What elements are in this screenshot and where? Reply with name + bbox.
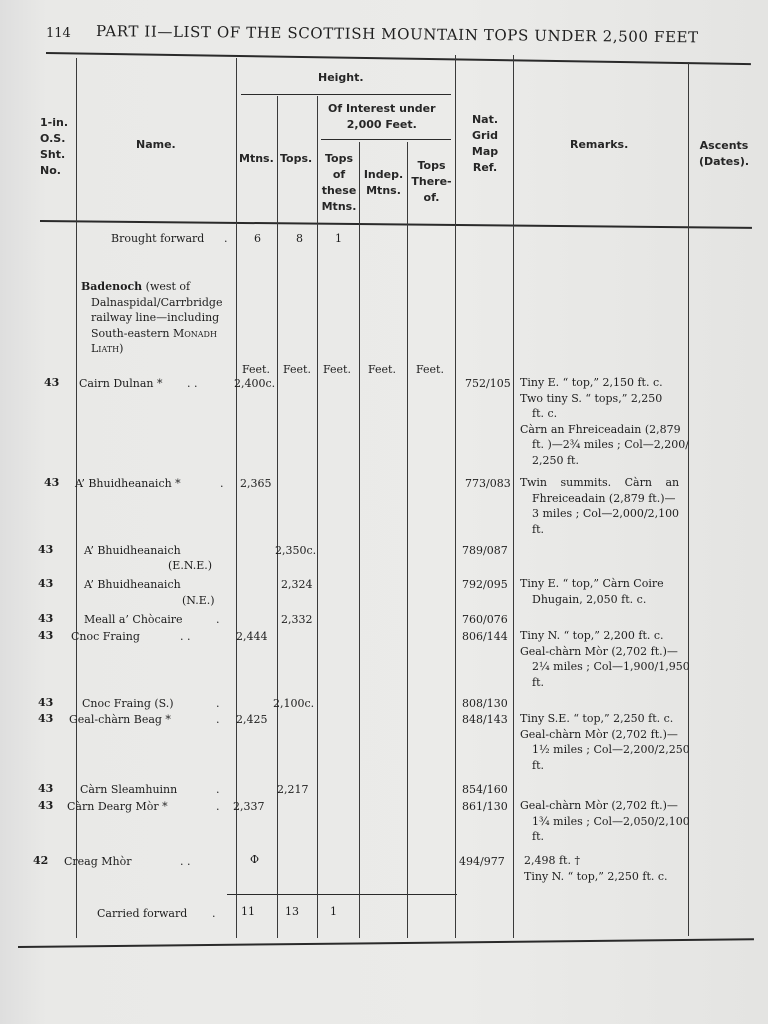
height-mtns: 2,337 — [233, 800, 265, 813]
remark-line: 2,250 ft. — [532, 453, 579, 467]
totals-rule — [227, 894, 457, 895]
col-divider — [359, 142, 360, 938]
remark-line: Dhugain, 2,050 ft. c. — [532, 592, 647, 606]
carried-forward-tops: 13 — [285, 905, 299, 918]
header-tops: Tops. — [280, 152, 313, 165]
grid-ref: 773/083 — [465, 477, 511, 490]
header-of-interest — [328, 101, 436, 133]
header-line: Map — [471, 145, 499, 158]
height-mtns: 2,444 — [236, 630, 268, 643]
mountain-name: A’ Bhuidheanaich — [84, 578, 181, 591]
header-line: O.S. — [40, 132, 66, 145]
col-divider — [317, 96, 318, 938]
header-line: Of Interest under — [328, 102, 436, 115]
grid-ref: 792/095 — [462, 578, 508, 591]
header-line: Tops — [324, 152, 354, 165]
header-line: Mtns. — [366, 184, 401, 197]
remark-line: ft. — [532, 758, 544, 772]
header-line: 2,000 Feet. — [346, 118, 417, 131]
brought-forward-mtns: 6 — [254, 232, 261, 245]
unit-feet: Feet. — [283, 363, 311, 376]
unit-feet: Feet. — [368, 363, 396, 376]
header-line: of — [332, 168, 346, 181]
grid-ref: 752/105 — [465, 377, 511, 390]
height-mtns: 2,365 — [240, 477, 272, 490]
remarks — [520, 798, 696, 845]
header-line: Mtns. — [321, 200, 357, 213]
sheet-no: 43 — [38, 782, 54, 795]
header-line: Sht. — [40, 148, 66, 161]
mountain-name: Meall a’ Chòcaire — [84, 613, 183, 626]
header-line: Indep. — [363, 168, 404, 181]
height-tops: 2,100c. — [273, 697, 315, 710]
grid-ref: 789/087 — [462, 544, 508, 557]
remark-line: Two tiny S. “ tops,” 2,250 — [520, 391, 663, 405]
carried-forward-tops-of-these: 1 — [330, 905, 337, 918]
sheet-no: 43 — [38, 543, 54, 556]
mountain-name: Cairn Dulnan * — [79, 377, 163, 390]
header-line: (Dates). — [698, 155, 750, 168]
sheet-no: 43 — [38, 712, 54, 725]
brought-forward-dot: . — [224, 232, 228, 245]
section-title: Badenoch — [81, 280, 143, 293]
grid-ref: 854/160 — [462, 783, 508, 796]
sheet-no: 43 — [38, 577, 54, 590]
header-mtns: Mtns. — [239, 152, 274, 165]
leader-dots: . . — [180, 855, 191, 868]
remark-line: Tiny E. “ top,” 2,150 ft. c. — [520, 376, 663, 389]
remarks — [520, 375, 696, 468]
height-mtns: 2,400c. — [234, 377, 276, 390]
remark-line: Fhreiceadain (2,879 ft.)— — [532, 491, 676, 505]
header-line: Ascents — [699, 139, 749, 152]
header-ascents — [694, 138, 754, 170]
grid-ref: 808/130 — [462, 697, 508, 710]
remark-line: Twin summits. Càrn an — [520, 476, 680, 489]
grid-ref: 760/076 — [462, 613, 508, 626]
unit-feet: Feet. — [242, 363, 270, 376]
header-bottom-rule — [40, 220, 752, 228]
leader-dots: . . — [180, 630, 191, 643]
sheet-no: 43 — [38, 799, 54, 812]
unit-feet: Feet. — [416, 363, 444, 376]
remark-line: 1½ miles ; Col—2,200/2,250 — [532, 743, 690, 756]
carried-forward-label: Carried forward — [97, 907, 188, 920]
col-divider — [455, 55, 456, 938]
header-line: Ref. — [472, 161, 498, 174]
remark-line: ft. — [532, 830, 544, 843]
brought-forward-tops: 8 — [296, 232, 303, 245]
page-number: 114 — [46, 26, 71, 41]
sheet-no: 43 — [44, 476, 60, 489]
leader-dots: . — [216, 713, 220, 726]
carried-forward-dot: . — [212, 907, 216, 920]
header-line: 1-in. — [40, 116, 68, 129]
col-divider — [407, 142, 408, 938]
table-bottom-rule — [18, 938, 754, 947]
remarks — [524, 853, 700, 884]
header-line: of. — [423, 191, 440, 204]
unit-feet: Feet. — [323, 363, 351, 376]
section-text: railway line—including — [91, 311, 220, 324]
grid-ref: 861/130 — [462, 800, 508, 813]
leader-dots: . — [216, 613, 220, 626]
col-divider — [277, 96, 278, 938]
remark-line: 2¼ miles ; Col—1,900/1,950 — [532, 660, 690, 673]
height-tops: 2,350c. — [275, 544, 317, 557]
remarks — [520, 576, 696, 607]
header-tops-of-these — [319, 151, 359, 215]
remark-line: ft. c. — [532, 407, 558, 420]
section-text: Monadh — [172, 326, 217, 340]
leader-dots: . — [216, 783, 220, 796]
height-tops: 2,217 — [277, 783, 309, 796]
interest-span-rule — [321, 139, 451, 140]
height-mtns: Φ — [250, 853, 260, 866]
header-line: these — [321, 184, 357, 197]
remark-line: Tiny S.E. “ top,” 2,250 ft. c. — [520, 712, 674, 725]
remark-line: 1¾ miles ; Col—2,050/2,100 — [532, 814, 690, 828]
header-line: Grid — [471, 129, 499, 142]
remark-line: ft. )—2¾ miles ; Col—2,200/ — [532, 438, 690, 451]
remark-line: Tiny E. “ top,” Càrn Coire — [520, 577, 664, 590]
header-top-rule — [46, 52, 751, 65]
header-grid-ref — [458, 112, 512, 176]
grid-ref: 494/977 — [459, 855, 505, 868]
header-sheet-no — [40, 115, 68, 179]
section-text: ) — [119, 342, 124, 355]
sheet-no: 43 — [38, 612, 54, 625]
height-tops: 2,324 — [281, 578, 313, 591]
height-tops: 2,332 — [281, 613, 313, 626]
remarks — [520, 628, 696, 690]
header-line: Nat. — [471, 113, 499, 126]
section-text: Dalnaspidal/Carrbridge — [91, 295, 223, 309]
mountain-name-qualifier: (N.E.) — [182, 594, 215, 607]
carried-forward-mtns: 11 — [241, 905, 255, 918]
section-text: South-eastern — [91, 326, 170, 340]
remarks — [520, 475, 696, 537]
header-name: Name. — [136, 138, 176, 151]
remark-line: Geal-chàrn Mòr (2,702 ft.)— — [520, 644, 678, 658]
mountain-name: Cnoc Fraing — [71, 630, 140, 643]
brought-forward-label: Brought forward — [111, 232, 205, 245]
sheet-no: 43 — [38, 629, 54, 642]
mountain-name-qualifier: (E.N.E.) — [168, 559, 213, 572]
leader-dots: . — [220, 477, 224, 490]
brought-forward-tops-of-these: 1 — [335, 232, 342, 245]
section-text: (west of — [145, 280, 191, 293]
header-indep-mtns — [360, 167, 407, 199]
remark-line: 2,498 ft. † — [524, 854, 580, 867]
remark-line: ft. — [532, 522, 544, 536]
mountain-name: Càrn Dearg Mòr * — [67, 800, 168, 813]
leader-dots: . . — [187, 377, 198, 390]
mountain-name: Càrn Sleamhuinn — [80, 783, 178, 796]
remark-line: Tiny N. “ top,” 2,200 ft. c. — [520, 629, 664, 642]
header-remarks: Remarks. — [570, 138, 629, 151]
remark-line: ft. — [532, 675, 544, 689]
height-span-rule — [241, 94, 451, 95]
grid-ref: 806/144 — [462, 630, 508, 643]
mountain-name: A’ Bhuidheanaich — [84, 544, 181, 557]
height-mtns: 2,425 — [236, 713, 268, 726]
remark-line: Geal-chàrn Mòr (2,702 ft.)— — [520, 799, 678, 812]
mountain-name: A’ Bhuidheanaich * — [75, 477, 181, 490]
mountain-name: Creag Mhòr — [64, 855, 132, 868]
header-height: Height. — [318, 71, 364, 84]
remark-line: Tiny N. “ top,” 2,250 ft. c. — [524, 869, 668, 883]
header-line: Tops — [417, 159, 446, 172]
leader-dots: . — [216, 697, 220, 710]
remark-line: 3 miles ; Col—2,000/2,100 — [532, 507, 680, 520]
page-title: PART II—LIST OF THE SCOTTISH MOUNTAIN TOPS UNDER 2,500 FEET — [95, 22, 699, 47]
sheet-no: 42 — [33, 854, 49, 867]
header-tops-thereof — [408, 158, 455, 206]
remark-line: Càrn an Fhreiceadain (2,879 — [520, 422, 681, 436]
sheet-no: 43 — [38, 696, 54, 709]
remark-line: Geal-chàrn Mòr (2,702 ft.)— — [520, 727, 678, 741]
mountain-name: Cnoc Fraing (S.) — [82, 697, 174, 710]
section-heading — [81, 279, 222, 357]
sheet-no: 43 — [44, 376, 60, 389]
grid-ref: 848/143 — [462, 713, 508, 726]
mountain-name: Geal-chàrn Beag * — [69, 713, 171, 726]
header-line: No. — [40, 164, 61, 177]
section-text: Liath — [91, 342, 120, 355]
header-line: There- — [411, 175, 452, 188]
remarks — [520, 711, 696, 773]
leader-dots: . — [216, 800, 220, 813]
col-divider — [513, 55, 514, 938]
